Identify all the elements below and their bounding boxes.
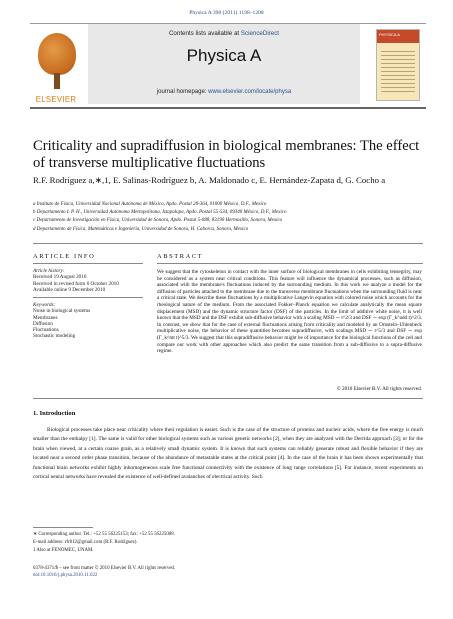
cover-label: PHYSICA A bbox=[379, 32, 400, 37]
divider bbox=[157, 263, 423, 264]
divider bbox=[33, 398, 423, 399]
affiliation: a Instituto de Física, Universidad Nacional Autónoma de México, Apdo. Postal 20-364, 01000 México, D.F., Mexico bbox=[33, 202, 267, 207]
journal-name: Physica A bbox=[186, 46, 262, 65]
affiliations bbox=[33, 201, 433, 234]
divider bbox=[33, 243, 423, 244]
elsevier-logo bbox=[30, 29, 82, 104]
doi-link[interactable]: doi:10.1016/j.physa.2010.11.022 bbox=[33, 573, 98, 578]
history-item: Available online 9 December 2010 bbox=[33, 286, 106, 293]
intro-paragraph: Biological processes take place near criticality where their regulation is easier. Such is the case of the structure of proteins and nucleic acids, where the free energy is much smaller than the enthalpy [1]. The same is valid for other biological systems such as various genetic networks [2], when they are analyzed with the Derrida approach [3]; or for the brain when viewed, at a certain coarse grain, as a relatively small dynamic system. It is known that such systems can reliably generate robust and flexible behavior if they are located near a second order phase transition, because of the abundance of metastable states at the critical point [4]. In the case of the brain it has been shown experimentally that functional brain networks exhibit highly inhomogeneous scale free functional connectivity with the existence of long range correlations [5]. For instance, recent experiments on cortical neural networks have revealed the existence of well-defined avalanches of electrical activity. Such bbox=[33, 427, 423, 481]
history-item: Received in revised form 6 October 2010 bbox=[33, 280, 119, 287]
journal-citation: Physica A 390 (2011) 1198–1208 bbox=[189, 10, 264, 16]
keyword: Diffusion bbox=[33, 320, 53, 327]
sciencedirect-link[interactable]: ScienceDirect bbox=[240, 30, 280, 37]
divider bbox=[33, 263, 143, 264]
divider bbox=[33, 297, 143, 298]
abstract-text: We suggest that the cytoskeleton in contact with the inner surface of biological membranes in cells exhibiting tensegrity, may be considered as a system near critical conditions. This feature will influence the dynamical processes, such as diffusion, associated with the membrane's fluctuations induced by the surrounding medium. In this work we analyze a model for the diffusion of particles attached to the membrane due to the transverse membrane fluctuations when the surrounding fluid is near a critical state. We describe these fluctuations by a multiplicative Langevin equation with colored noise which accounts for the rheological nature of the medium. From the associated Fokker–Planck equation we calculate analytically the mean square displacement (MSD) and the dynamic structure factor (DSF) of the particles. In the limit of additive white noise, it is well known that the MSD and the DSF exhibit sub-diffusive behavior with a scaling MSD ∼ t^2/3 and DSF ∼ exp (Γ_k^add t)^2/3. In contrast, we show that for the case of external fluctuations arising from criticality and modeled by an Ornstein–Uhlenbeck multiplicative noise, the behavior of these quantities becomes supradiffusive, with scalings MSD ∼ t^5/3 and DSF ∼ exp (Γ_k^mt t)^5/3. We suggest that this supradiffusive behavior might be of importance for the biological functions of the cell and compare our work with other approaches which also predict the same transition from a sub-diffusive to a supra-diffusive regime. bbox=[157, 269, 422, 355]
article-history bbox=[33, 268, 148, 293]
section-heading: 1. Introduction bbox=[33, 410, 76, 417]
author-list: R.F. Rodríguez a,∗,1, E. Salinas-Rodríguez b, A. Maldonado c, E. Hernández-Zapata d, G. Cocho a bbox=[33, 175, 386, 185]
footnote-divider bbox=[33, 527, 93, 528]
journal-cover-thumbnail bbox=[376, 29, 420, 101]
copyright-line: © 2010 Elsevier B.V. All rights reserved. bbox=[336, 386, 422, 392]
keyword: Noise in biological systems bbox=[33, 308, 91, 315]
affiliation: d Departamento de Física, Matemáticas e Ingeniería, Universidad de Sonora, H. Caborca, Sonora, Mexico bbox=[33, 226, 249, 232]
journal-header-box bbox=[88, 24, 360, 104]
abstract-heading: ABSTRACT bbox=[157, 253, 204, 260]
issn-line: 0378-4371/$ – see front matter © 2010 Elsevier B.V. All rights reserved. bbox=[33, 566, 176, 571]
tree-icon bbox=[38, 33, 76, 75]
footnote-1: 1 Also at FENOMEC, UNAM. bbox=[33, 548, 94, 553]
homepage-line: journal homepage: www.elsevier.com/locate/physa bbox=[156, 89, 292, 95]
keyword: Membranes bbox=[33, 314, 58, 321]
keyword: Fluctuations bbox=[33, 327, 59, 334]
footnote-corresponding: ∗ Corresponding author. Tel.: +52 55 56225153; fax: +52 55 56225008. bbox=[33, 532, 175, 537]
keyword: Stochastic modeling bbox=[33, 333, 76, 340]
journal-banner bbox=[30, 23, 426, 109]
affiliation: c Departamento de Investigación en Física, Universidad de Sonora, Apdo. Postal 5-088, 83190 Hermosillo, Sonora, Mexico bbox=[33, 218, 283, 224]
history-label: Article history: bbox=[33, 268, 65, 274]
front-matter bbox=[33, 565, 333, 579]
keywords bbox=[33, 302, 148, 340]
footnote-email: E-mail address: rfr812@gmail.com (R.F. Rodríguez). bbox=[33, 540, 138, 545]
article-title: Criticality and supradiffusion in biological membranes: The effect of transverse multiplicative fluctuations bbox=[33, 138, 420, 171]
homepage-link[interactable]: www.elsevier.com/locate/physa bbox=[208, 89, 292, 95]
publisher-logo-text: ELSEVIER bbox=[35, 95, 77, 104]
affiliation: b Departamento I. P. H., Universidad Autónoma Metropolitana, Iztapalapa, Apdo. Postal 55-534, 09340 México, D.F., Mexico bbox=[33, 210, 287, 216]
footnotes bbox=[33, 531, 333, 555]
article-info-heading: ARTICLE INFO bbox=[33, 253, 96, 260]
contents-line: Contents lists available at ScienceDirect bbox=[168, 30, 280, 37]
history-item: Received 19 August 2010 bbox=[33, 274, 87, 281]
keywords-label: Keywords: bbox=[33, 302, 56, 308]
